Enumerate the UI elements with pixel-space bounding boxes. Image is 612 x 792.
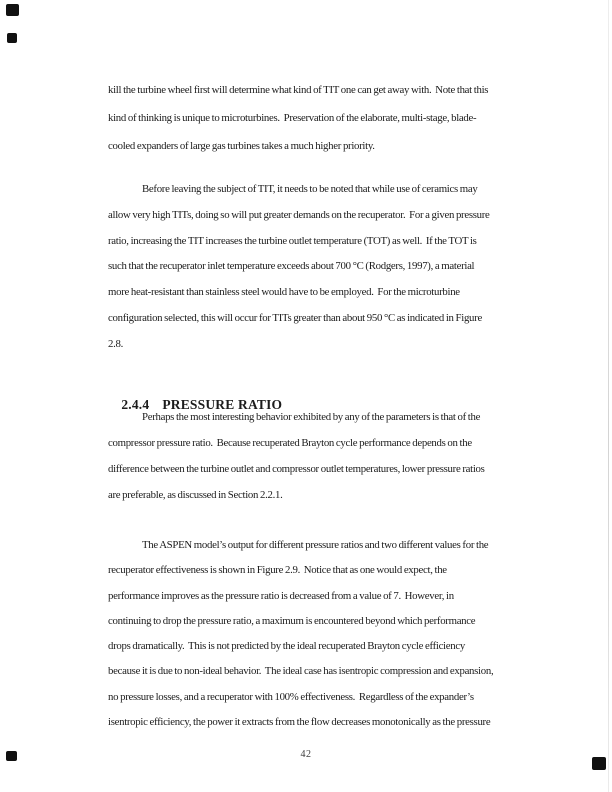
text-line: drops dramatically. This is not predicted by the ideal recuperated Brayton cycle efficiency bbox=[108, 640, 465, 653]
text-line: isentropic efficiency, the power it extracts from the flow decreases monotonically as the pressure bbox=[108, 716, 491, 729]
text-line: 2.8. bbox=[108, 337, 123, 350]
paragraph-pressure-ratio-intro bbox=[108, 404, 485, 508]
text-line: are preferable, as discussed in Section 2.2.1. bbox=[108, 489, 283, 501]
scan-registration-mark-top-left-lower bbox=[7, 33, 17, 43]
text-line: Perhaps the most interesting behavior exhibited by any of the parameters is that of the bbox=[142, 411, 481, 423]
text-line: continuing to drop the pressure ratio, a maximum is encountered beyond which performance bbox=[108, 614, 476, 627]
text-line: more heat-resistant than stainless steel would have to be employed. For the microturbine bbox=[108, 286, 460, 299]
text-line: ratio, increasing the TIT increases the turbine outlet temperature (TOT) as well. If the TOT is bbox=[108, 234, 477, 247]
text-line: Before leaving the subject of TIT, it needs to be noted that while use of ceramics may bbox=[142, 183, 478, 195]
paragraph-continuation bbox=[108, 76, 488, 160]
section-title: PRESSURE RATIO bbox=[162, 397, 283, 412]
text-line: allow very high TITs, doing so will put greater demands on the recuperator. For a given pressure bbox=[108, 208, 490, 221]
text-line: kind of thinking is unique to microturbines. Preservation of the elaborate, multi-stage, blade- bbox=[108, 112, 477, 124]
text-line: difference between the turbine outlet and compressor outlet temperatures, lower pressure ratios bbox=[108, 463, 485, 475]
text-line: configuration selected, this will occur for TITs greater than about 950 °C as indicated in Figure bbox=[108, 311, 482, 324]
text-line: kill the turbine wheel first will determine what kind of TIT one can get away with. Note that this bbox=[108, 84, 489, 96]
paragraph-tit-ceramics bbox=[108, 177, 490, 358]
scan-registration-mark-top-left-upper bbox=[6, 4, 19, 16]
section-number: 2.4.4 bbox=[121, 397, 150, 412]
page-number: 42 bbox=[300, 749, 312, 760]
text-line: such that the recuperator inlet temperature exceeds about 700 °C (Rodgers, 1997), a material bbox=[108, 260, 475, 273]
text-line: compressor pressure ratio. Because recuperated Brayton cycle performance depends on the bbox=[108, 437, 472, 449]
text-line: performance improves as the pressure ratio is decreased from a value of 7. However, in bbox=[108, 589, 454, 602]
text-line: cooled expanders of large gas turbines takes a much higher priority. bbox=[108, 140, 375, 152]
paragraph-aspen-model bbox=[108, 533, 493, 735]
text-line: recuperator effectiveness is shown in Figure 2.9. Notice that as one would expect, the bbox=[108, 564, 447, 577]
text-line: because it is due to non-ideal behavior. The ideal case has isentropic compression and expansion, bbox=[108, 665, 494, 678]
text-line: The ASPEN model’s output for different pressure ratios and two different values for the bbox=[142, 539, 489, 551]
text-line: no pressure losses, and a recuperator with 100% effectiveness. Regardless of the expander’s bbox=[108, 690, 474, 703]
scanner-edge-streak bbox=[608, 0, 610, 792]
